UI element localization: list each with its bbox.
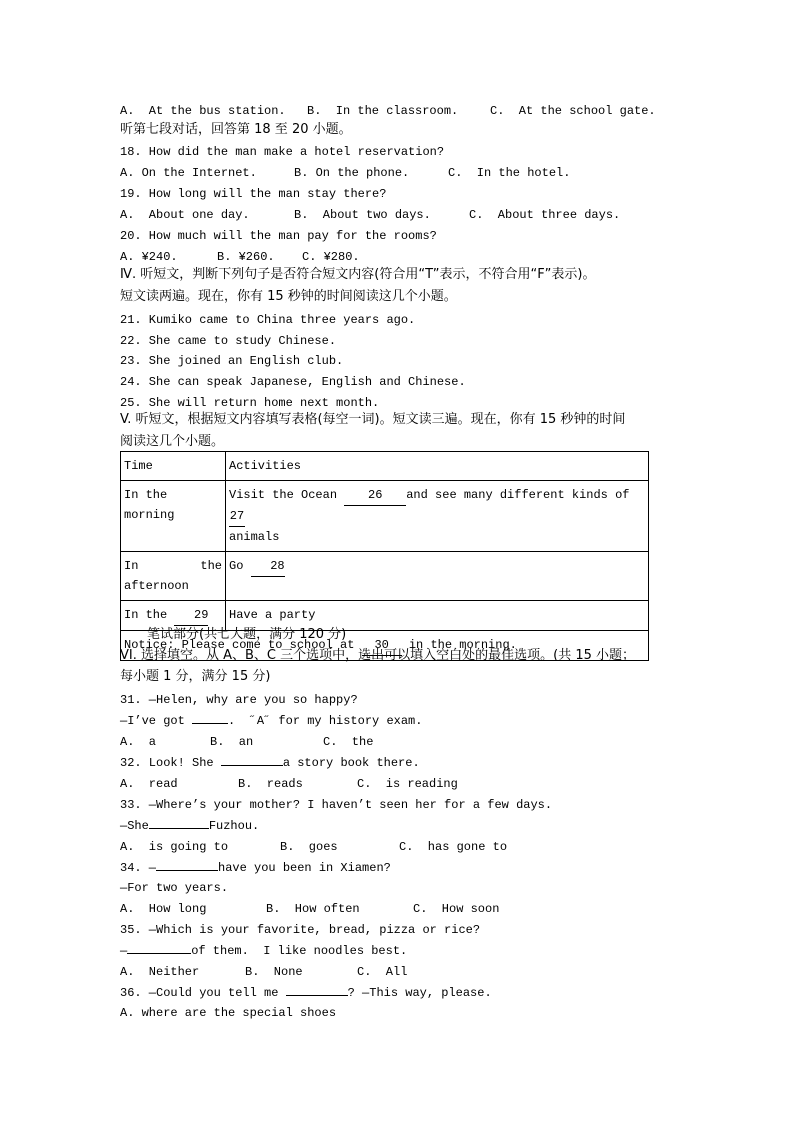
question-20: 20. How much will the man pay for the rooms? [120, 229, 437, 243]
option-a: A. Neither [120, 965, 200, 979]
header-time: Time [121, 452, 226, 481]
time-word: afternoon [124, 579, 189, 593]
cell-morning: In the morning [121, 481, 226, 552]
option-a: A. is going to [120, 840, 229, 854]
question-31-answer [120, 713, 422, 729]
option-a: A. At the bus station. [120, 104, 286, 118]
option-a: A. How long [120, 902, 207, 916]
activity-text: and see many different kinds of [406, 488, 630, 502]
option-b: B. About two days. [294, 208, 431, 222]
cell-afternoon-activity [226, 552, 649, 601]
option-c: C. the [323, 735, 374, 749]
option-b: B. reads [238, 777, 303, 791]
cell-morning-activity [226, 481, 649, 552]
option-b: B. goes [280, 840, 338, 854]
cell-evening-activity: Have a party [226, 601, 649, 631]
q-text: 34. — [120, 861, 157, 875]
option-c: C. In the hotel. [448, 166, 571, 180]
written-section-title: 笔试部分(共七大题，满分 120 分) [147, 627, 347, 642]
activity-text: Visit the Ocean [229, 488, 338, 502]
activity-text: animals [229, 530, 280, 544]
blank-29[interactable]: 29 [174, 605, 208, 626]
tf-item-23: 23. She joined an English club. [120, 354, 344, 368]
option-c: C. At the school gate. [490, 104, 656, 118]
option-c: C. has gone to [399, 840, 508, 854]
question-19: 19. How long will the man stay there? [120, 187, 387, 201]
option-a: A. ¥240. [120, 250, 178, 264]
notice-text: Notice: Please come to school at [124, 638, 355, 652]
question-18: 18. How did the man make a hotel reservation? [120, 145, 445, 159]
answer-blank[interactable] [127, 953, 191, 954]
option-a: A. On the Internet. [120, 166, 257, 180]
option-a: A. About one day. [120, 208, 250, 222]
option-a: A. read [120, 777, 178, 791]
answer-blank[interactable] [149, 828, 209, 829]
q-text: of them. I like noodles best. [191, 944, 408, 958]
question-35: 35. —Which is your favorite, bread, pizza or rice? [120, 923, 481, 937]
option-b: B. ¥260. [217, 250, 275, 264]
tf-item-22: 22. She came to study Chinese. [120, 334, 337, 348]
q-text: . ˝A˝ for my history exam. [228, 714, 423, 728]
option-c: C. About three days. [469, 208, 621, 222]
notice-text: in the morning. [408, 638, 517, 652]
question-35-answer [120, 943, 407, 959]
tf-item-21: 21. Kumiko came to China three years ago. [120, 313, 416, 327]
answer-blank[interactable] [192, 723, 228, 724]
q-text: —I’ve got [120, 714, 185, 728]
question-33-answer [120, 818, 259, 834]
q-text: —She [120, 819, 149, 833]
option-b: B. None [245, 965, 303, 979]
part5-instruction-line1: V. 听短文，根据短文内容填写表格(每空一词)。短文读三遍。现在，你有 15 秒钟的时间 [120, 412, 626, 427]
header-activities: Activities [226, 452, 649, 481]
q-text: 32. Look! She [120, 756, 214, 770]
blank-27[interactable]: 27 [229, 506, 245, 527]
question-34 [120, 860, 391, 876]
part6-instruction-line2: 每小题 1 分，满分 15 分) [120, 669, 271, 684]
option-c: C. is reading [357, 777, 458, 791]
q-text: ? —This way, please. [347, 986, 492, 1000]
question-36 [120, 985, 492, 1001]
option-b: B. In the classroom. [307, 104, 459, 118]
time-word: the [200, 559, 222, 573]
answer-blank[interactable] [156, 870, 218, 871]
q-text: — [120, 944, 128, 958]
cell-evening [121, 601, 226, 631]
question-33: 33. —Where’s your mother? I haven’t seen her for a few days. [120, 798, 553, 812]
option-c: C. ¥280. [302, 250, 360, 264]
question-31: 31. —Helen, why are you so happy? [120, 693, 358, 707]
question-32 [120, 755, 420, 771]
blank-26[interactable]: 26 [344, 485, 406, 506]
option-b: B. On the phone. [294, 166, 410, 180]
tf-item-24: 24. She can speak Japanese, English and Chinese. [120, 375, 466, 389]
part6-instruction-line1: VI. 选择填空。从 A、B、C 三个选项中，选出可以填入空白处的最佳选项。(共 15 小题； [120, 648, 636, 663]
q-text: have you been in Xiamen? [218, 861, 391, 875]
option-a: A. where are the special shoes [120, 1006, 337, 1020]
part4-instruction-line2: 短文读两遍。现在，你有 15 秒钟的时间阅读这几个小题。 [120, 289, 457, 304]
option-a: A. a [120, 735, 157, 749]
option-c: C. All [357, 965, 408, 979]
option-c: C. How soon [413, 902, 500, 916]
q-text: Fuzhou. [208, 819, 260, 833]
answer-blank[interactable] [286, 995, 348, 996]
option-b: B. How often [266, 902, 360, 916]
part4-instruction-line1: Ⅳ. 听短文，判断下列句子是否符合短文内容(符合用“T”表示，不符合用“F”表示)。 [120, 267, 596, 282]
cell-afternoon [121, 552, 226, 601]
question-34-answer: —For two years. [120, 881, 229, 895]
part5-instruction-line2: 阅读这几个小题。 [120, 434, 225, 449]
blank-30[interactable]: 30 [362, 635, 402, 656]
section7-instruction: 听第七段对话，回答第 18 至 20 小题。 [120, 122, 352, 137]
time-word: In [124, 559, 139, 573]
q-text: a story book there. [282, 756, 420, 770]
q-text: 36. —Could you tell me [120, 986, 279, 1000]
option-b: B. an [210, 735, 254, 749]
tf-item-25: 25. She will return home next month. [120, 396, 380, 410]
blank-28[interactable]: 28 [251, 556, 285, 577]
time-word: In the [124, 608, 168, 622]
activity-text: Go [229, 559, 244, 573]
answer-blank[interactable] [221, 765, 283, 766]
